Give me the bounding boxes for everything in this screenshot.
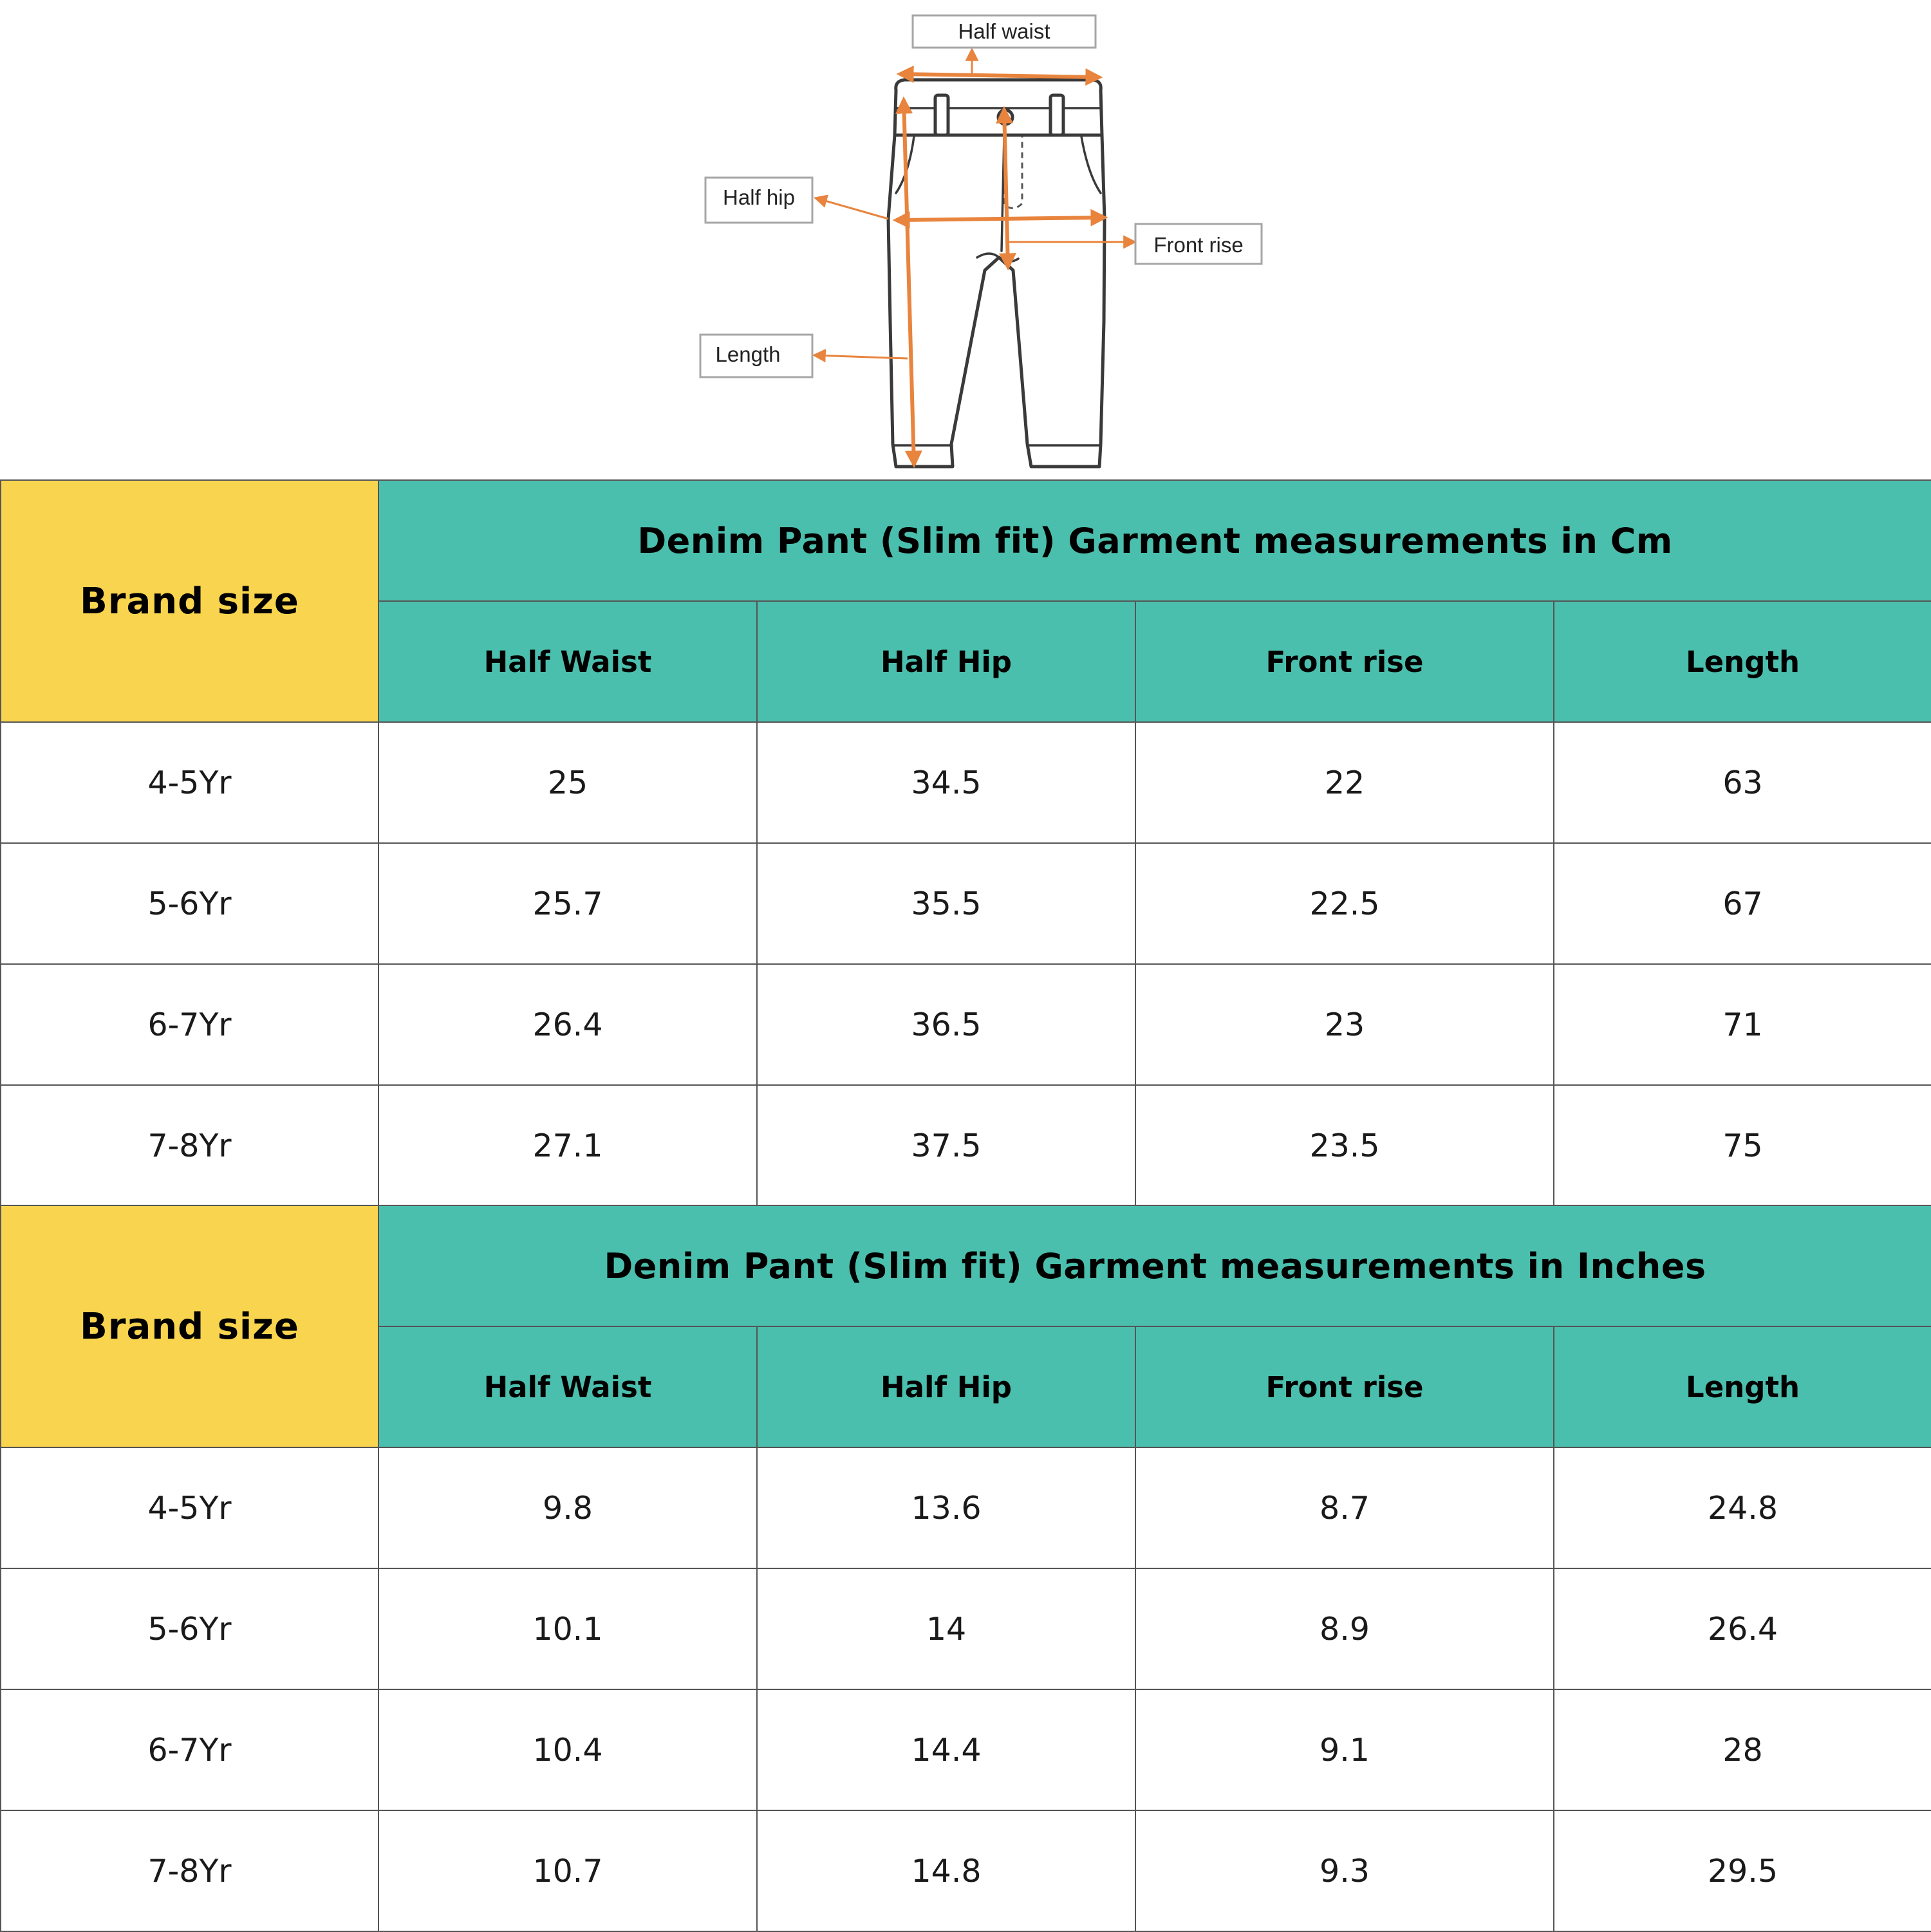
size-table-inches [0,1205,1931,1932]
value-cell: 10.1 [378,1568,757,1689]
callout-length [700,335,812,377]
callout-half-waist-label: Half waist [958,19,1050,43]
value-cell: 14.8 [757,1810,1135,1931]
brand-size-header: Brand size [1,1205,378,1447]
size-cell: 5-6Yr [1,1568,378,1689]
table-row [1,1447,1931,1568]
value-cell: 26.4 [378,964,757,1085]
value-cell: 75 [1554,1085,1931,1206]
value-cell: 22 [1135,722,1554,843]
value-cell: 37.5 [757,1085,1135,1206]
value-cell: 10.7 [378,1810,757,1931]
column-header-front-rise: Front rise [1135,1326,1554,1447]
value-cell: 35.5 [757,843,1135,964]
brand-size-header: Brand size [1,480,378,722]
value-cell: 29.5 [1554,1810,1931,1931]
value-cell: 22.5 [1135,843,1554,964]
size-table-cm [0,479,1931,1207]
size-cell: 4-5Yr [1,722,378,843]
value-cell: 26.4 [1554,1568,1931,1689]
column-header-length: Length [1554,1326,1931,1447]
size-cell: 6-7Yr [1,1689,378,1810]
table-title: Denim Pant (Slim fit) Garment measurements in Cm [378,480,1931,601]
value-cell: 71 [1554,964,1931,1085]
table-row [1,1568,1931,1689]
value-cell: 13.6 [757,1447,1135,1568]
column-header-half-hip: Half Hip [757,1326,1135,1447]
value-cell: 8.9 [1135,1568,1554,1689]
value-cell: 23 [1135,964,1554,1085]
size-cell: 6-7Yr [1,964,378,1085]
value-cell: 23.5 [1135,1085,1554,1206]
value-cell: 25 [378,722,757,843]
callout-front-rise [1135,224,1262,264]
table-row [1,722,1931,843]
value-cell: 8.7 [1135,1447,1554,1568]
column-header-half-hip: Half Hip [757,601,1135,722]
column-header-length: Length [1554,601,1931,722]
pant-outline-icon [888,80,1105,467]
column-header-half-waist: Half Waist [378,601,757,722]
size-cell: 5-6Yr [1,843,378,964]
value-cell: 9.8 [378,1447,757,1568]
measurement-diagram [0,0,1931,479]
value-cell: 67 [1554,843,1931,964]
callout-half-hip-label: Half hip [723,185,795,209]
table-row [1,964,1931,1085]
callout-half-waist [913,15,1096,48]
size-cell: 7-8Yr [1,1085,378,1206]
table-row [1,1689,1931,1810]
value-cell: 9.1 [1135,1689,1554,1810]
value-cell: 9.3 [1135,1810,1554,1931]
callout-half-hip [705,178,812,223]
value-cell: 36.5 [757,964,1135,1085]
value-cell: 63 [1554,722,1931,843]
table-title: Denim Pant (Slim fit) Garment measurements in Inches [378,1205,1931,1326]
size-cell: 4-5Yr [1,1447,378,1568]
value-cell: 27.1 [378,1085,757,1206]
value-cell: 14.4 [757,1689,1135,1810]
column-header-half-waist: Half Waist [378,1326,757,1447]
table-row [1,843,1931,964]
value-cell: 34.5 [757,722,1135,843]
size-cell: 7-8Yr [1,1810,378,1931]
value-cell: 10.4 [378,1689,757,1810]
table-row [1,1085,1931,1206]
value-cell: 24.8 [1554,1447,1931,1568]
table-row [1,1810,1931,1931]
value-cell: 25.7 [378,843,757,964]
column-header-front-rise: Front rise [1135,601,1554,722]
callout-front-rise-label: Front rise [1153,233,1244,257]
callout-length-label: Length [715,342,781,366]
value-cell: 14 [757,1568,1135,1689]
value-cell: 28 [1554,1689,1931,1810]
